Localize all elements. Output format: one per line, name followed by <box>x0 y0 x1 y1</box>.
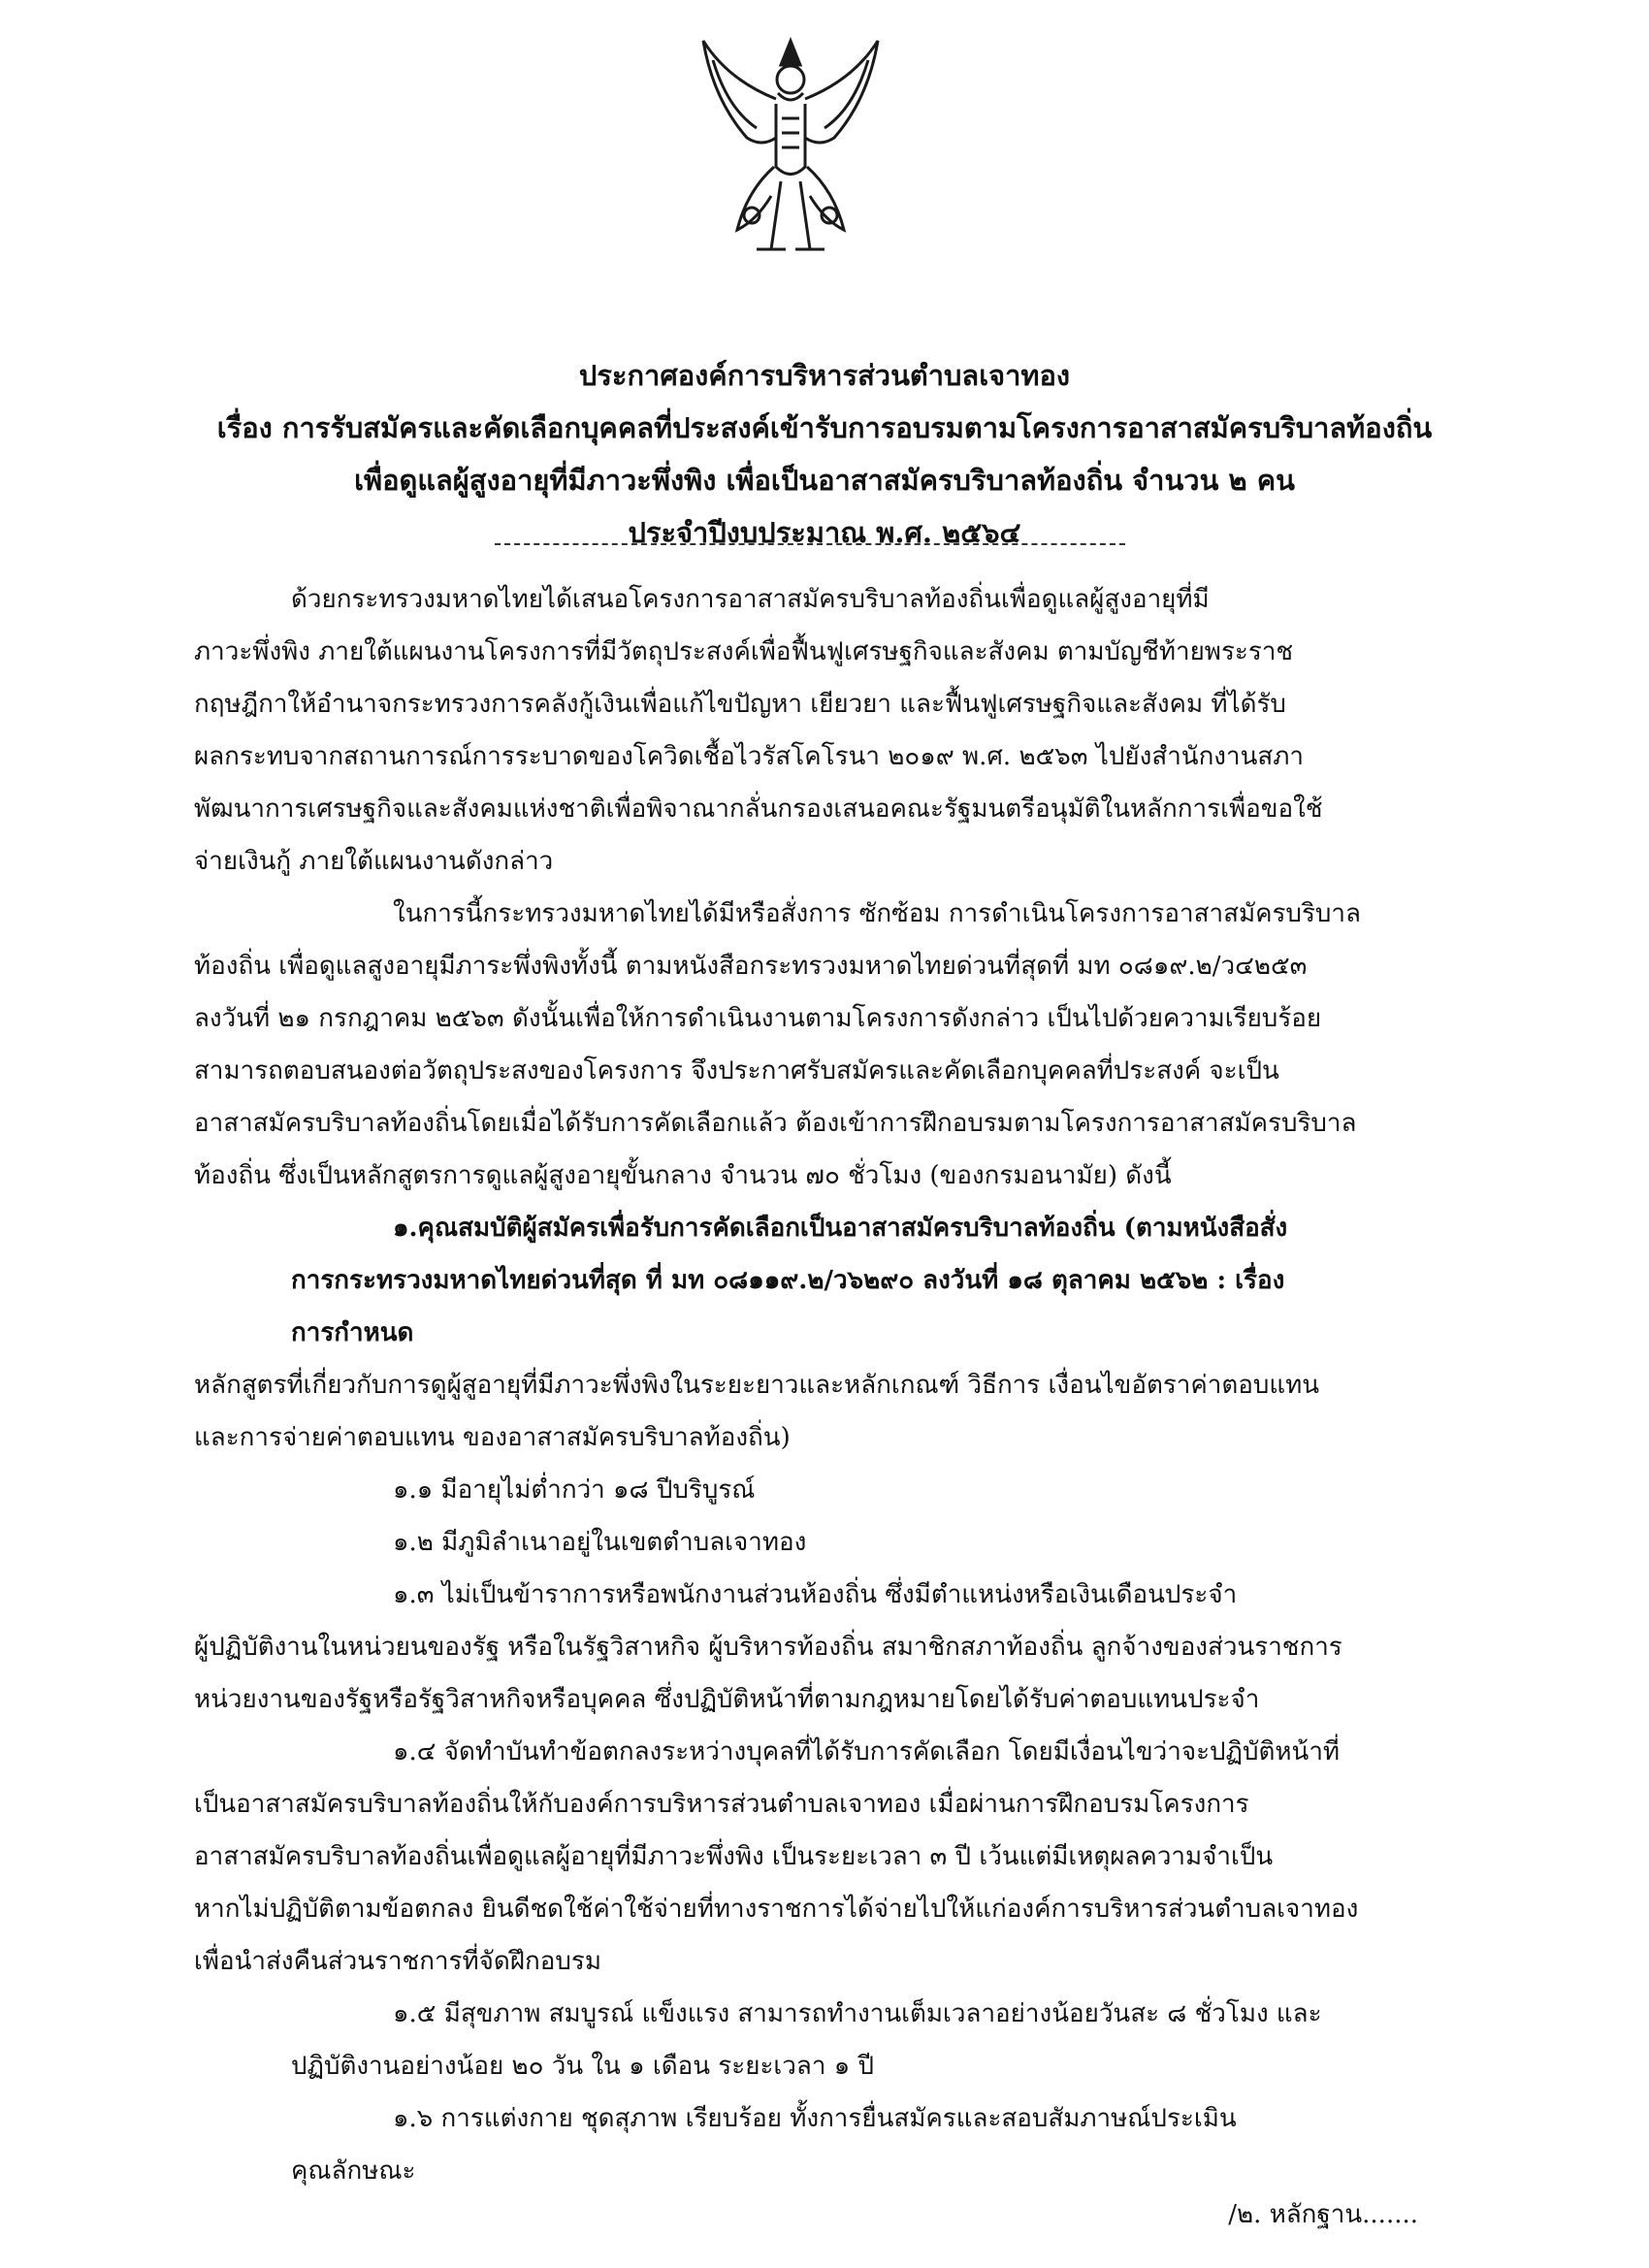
section-1-heading: การกำหนด <box>291 1318 414 1347</box>
paragraph-1-line: ด้วยกระทรวงมหาดไทยได้เสนอโครงการอาสาสมัครบริบาลท้องถิ่นเพื่อดูแลผู้สูงอายุที่มี <box>291 585 1210 614</box>
paragraph-1-line: กฤษฎีกาให้อำนาจกระทรวงการคลังกู้เงินเพื่อแก้ไขปัญหา เยียวยา และฟื้นฟูเศรษฐกิจและสังคม ที่ได้รับ <box>194 690 1286 719</box>
header-line-2: เรื่อง การรับสมัครและคัดเลือกบุคคลที่ประสงค์เข้ารับการอบรมตามโครงการอาสาสมัครบริบาลท้องถิ่น <box>216 411 1433 444</box>
item-1-1: ๑.๑ มีอายุไม่ต่ำกว่า ๑๘ ปีบริบูรณ์ <box>393 1475 756 1505</box>
section-1-text: หลักสูตรที่เกี่ยวกับการดูผู้สูอายุที่มีภาวะพึ่งพิงในระยะยาวและหลักเกณฑ์ วิธีการ เงื่อนไขอัตราค่าตอบแทน <box>194 1371 1320 1400</box>
item-1-3: ๑.๓ ไม่เป็นข้าราการหรือพนักงานส่วนห้องถิ่น ซึ่งมีตำแหน่งหรือเงินเดือนประจำ <box>393 1580 1238 1609</box>
paragraph-2-line: ท้องถิ่น ซึ่งเป็นหลักสูตรการดูแลผู้สูงอายุขั้นกลาง จำนวน ๗๐ ชั่วโมง (ของกรมอนามัย) ดังนี้ <box>194 1161 1172 1190</box>
paragraph-2-line: ในการนี้กระทรวงมหาดไทยได้มีหรือสั่งการ ซักซ้อม การดำเนินโครงการอาสาสมัครบริบาล <box>393 899 1361 928</box>
paragraph-1-line: พัฒนาการเศรษฐกิจและสังคมแห่งชาติเพื่อพิจาณากลั่นกรองเสนอคณะรัฐมนตรีอนุมัติในหลักการเพื่อขอใช้ <box>194 794 1323 824</box>
header-line-1: ประกาศองค์การบริหารส่วนตำบลเจาทอง <box>578 359 1071 392</box>
item-1-3: หน่วยงานของรัฐหรือรัฐวิสาหกิจหรือบุคคล ซึ่งปฏิบัติหน้าที่ตามกฎหมายโดยได้รับค่าตอบแทนประจำ <box>194 1685 1260 1714</box>
paragraph-1-line: ภาวะพึ่งพิง ภายใต้แผนงานโครงการที่มีวัตถุประสงค์เพื่อฟื้นฟูเศรษฐกิจและสังคม ตามบัญชีท้ายพระราช <box>194 637 1294 666</box>
paragraph-2-line: ท้องถิ่น เพื่อดูแลสูงอายุมีภาระพึ่งพิงทั้งนี้ ตามหนังสือกระทรวงมหาดไทยด่วนที่สุดที่ มท ๐๘๑๙.๒/ว๔๒๕๓ <box>194 952 1308 981</box>
item-1-2: ๑.๒ มีภูมิลำเนาอยู่ในเขตตำบลเจาทอง <box>393 1528 807 1557</box>
item-1-4: อาสาสมัครบริบาลท้องถิ่นเพื่อดูแลผู้อายุที่มีภาวะพึ่งพิง เป็นระยะเวลา ๓ ปี เว้นแต่มีเหตุผลความจำเป็น <box>194 1842 1274 1871</box>
paragraph-2-line: สามารถตอบสนองต่อวัตถุประสงของโครงการ จึงประกาศรับสมัครและคัดเลือกบุคคลที่ประสงค์ จะเป็น <box>194 1056 1279 1085</box>
item-1-4: หากไม่ปฏิบัติตามข้อตกลง ยินดีชดใช้ค่าใช้จ่ายที่ทางราชการได้จ่ายไปให้แก่องค์การบริหารส่วนตำบลเจาทอง <box>194 1895 1359 1924</box>
separator-line <box>495 543 1125 545</box>
item-1-5: ๑.๕ มีสุขภาพ สมบูรณ์ แข็งแรง สามารถทำงานเต็มเวลาอย่างน้อยวันสะ ๘ ชั่วโมง และ <box>393 1999 1322 2028</box>
paragraph-1-line: ผลกระทบจากสถานการณ์การระบาดของโควิดเชื้อไวรัสโคโรนา ๒๐๑๙ พ.ศ. ๒๕๖๓ ไปยังสำนักงานสภา <box>194 742 1304 771</box>
header-line-4: ประจำปีงบประมาณ พ.ศ. ๒๕๖๔ <box>628 516 1021 549</box>
continuation-note: /๒. หลักฐาน....... <box>1228 2200 1418 2229</box>
section-1-heading: การกระทรวงมหาดไทยด่วนที่สุด ที่ มท ๐๘๑๑๙.๒/ว๖๒๙๐ ลงวันที่ ๑๘ ตุลาคม ๒๕๖๒ : เรื่อง <box>291 1266 1285 1295</box>
section-1-text: และการจ่ายค่าตอบแทน ของอาสาสมัครบริบาลท้องถิ่น) <box>194 1423 791 1452</box>
item-1-4: เพื่อนำส่งคืนส่วนราชการที่จัดฝึกอบรม <box>194 1947 601 1976</box>
paragraph-1-line: จ่ายเงินกู้ ภายใต้แผนงานดังกล่าว <box>194 847 554 876</box>
paragraph-2-line: ลงวันที่ ๒๑ กรกฎาคม ๒๕๖๓ ดังนั้นเพื่อให้การดำเนินงานตามโครงการดังกล่าว เป็นไปด้วยความเรียบร้อย <box>194 1004 1322 1033</box>
garuda-emblem-icon <box>689 21 892 264</box>
item-1-6: ๑.๖ การแต่งกาย ชุดสุภาพ เรียบร้อย ทั้งการยื่นสมัครและสอบสัมภาษณ์ประเมิน <box>393 2104 1237 2133</box>
item-1-4: เป็นอาสาสมัครบริบาลท้องถิ่นให้กับองค์การบริหารส่วนตำบลเจาทอง เมื่อผ่านการฝึกอบรมโครงการ <box>194 1790 1249 1819</box>
item-1-5: ปฏิบัติงานอย่างน้อย ๒๐ วัน ใน ๑ เดือน ระยะเวลา ๑ ปี <box>291 2052 874 2081</box>
item-1-6: คุณลักษณะ <box>291 2156 416 2186</box>
document-header <box>146 349 1504 559</box>
paragraph-2-line: อาสาสมัครบริบาลท้องถิ่นโดยเมื่อได้รับการคัดเลือกแล้ว ต้องเข้าการฝึกอบรมตามโครงการอาสาสมัครบริบาล <box>194 1109 1357 1138</box>
item-1-3: ผู้ปฏิบัติงานในหน่วยนของรัฐ หรือในรัฐวิสาหกิจ ผู้บริหารท้องถิ่น สมาชิกสภาท้องถิ่น ลูกจ้างของส่วนราชการ <box>194 1633 1342 1662</box>
item-1-4: ๑.๔ จัดทำบันทำข้อตกลงระหว่างบุคลที่ได้รับการคัดเลือก โดยมีเงื่อนไขว่าจะปฏิบัติหน้าที่ <box>393 1737 1341 1766</box>
section-1-heading: ๑.คุณสมบัติผู้สมัครเพื่อรับการคัดเลือกเป็นอาสาสมัครบริบาลท้องถิ่น (ตามหนังสือสั่ง <box>393 1214 1288 1243</box>
header-line-3: เพื่อดูแลผู้สูงอายุที่มีภาวะพึ่งพิง เพื่อเป็นอาสาสมัครบริบาลท้องถิ่น จำนวน ๒ คน <box>354 464 1295 497</box>
